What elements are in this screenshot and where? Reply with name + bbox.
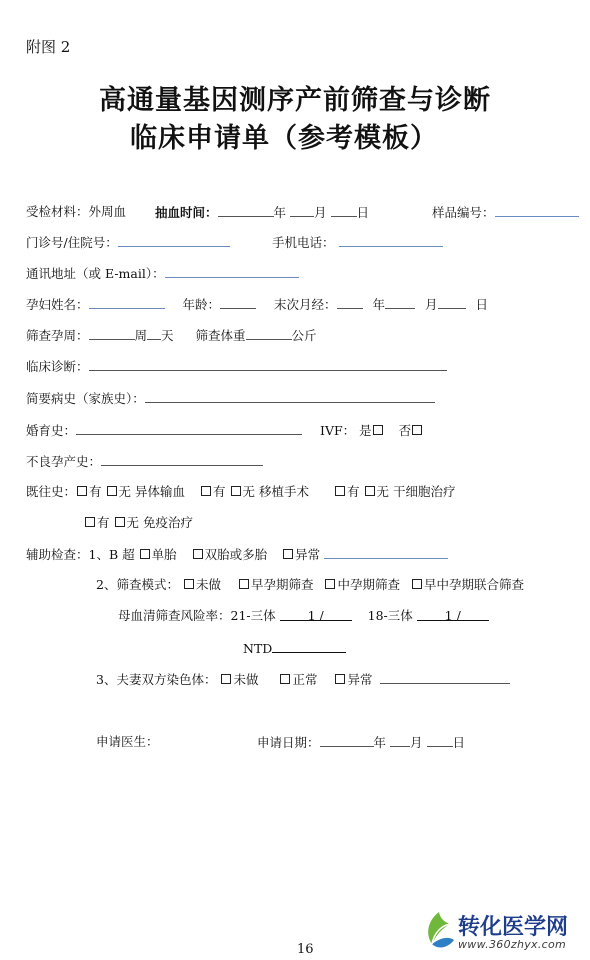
us-abnormal-text: 异常 [295, 547, 321, 562]
name-field[interactable] [89, 296, 165, 309]
clinic-no-field[interactable] [118, 234, 230, 247]
row-marriage [26, 422, 424, 439]
us-abnormal-field[interactable] [324, 546, 448, 559]
transplant-label: 移植手术 [259, 484, 310, 499]
apply-month-unit: 月 [410, 735, 423, 750]
ivf-yes-checkbox[interactable] [373, 425, 383, 435]
apply-year-unit: 年 [373, 735, 387, 750]
draw-year-field[interactable] [218, 204, 274, 217]
ultrasound-label: 1、B 超 [88, 547, 135, 562]
year-unit: 年 [273, 205, 287, 220]
apply-year-field[interactable] [320, 734, 374, 747]
form-title-line1: 高通量基因测序产前筛查与诊断 [99, 85, 491, 116]
ivf-no-text: 否 [398, 423, 412, 438]
clinic-no-label: 门诊号/住院号： [26, 235, 118, 250]
no-text: 无 [126, 515, 140, 530]
row-address [26, 265, 299, 282]
watermark-logo [422, 910, 572, 954]
row-apply-date [257, 734, 465, 751]
lmp-month-unit: 月 [425, 297, 438, 312]
history-field[interactable] [145, 390, 435, 403]
gest-day-field[interactable] [147, 327, 161, 340]
apply-day-unit: 日 [452, 735, 466, 750]
address-label: 通讯地址（或 E-mail）： [26, 266, 165, 281]
diagnosis-field[interactable] [89, 358, 447, 371]
lmp-year-unit: 年 [372, 297, 386, 312]
ivf-no-checkbox[interactable] [412, 425, 422, 435]
marriage-field[interactable] [76, 422, 302, 435]
apply-day-field[interactable] [427, 734, 453, 747]
screen-mid-text: 中孕期筛查 [337, 577, 400, 592]
row-phone [272, 234, 443, 251]
lmp-label: 末次月经： [274, 297, 337, 312]
row-past-history [26, 484, 456, 500]
week-unit: 周 [134, 328, 148, 343]
row-clinic-no [26, 234, 230, 251]
transfusion-no-checkbox[interactable] [107, 486, 117, 496]
transplant-yes-checkbox[interactable] [201, 486, 211, 496]
screen-mid-checkbox[interactable] [325, 579, 335, 589]
draw-time-label: 抽血时间： [155, 205, 218, 220]
adverse-label: 不良孕产史： [26, 454, 102, 469]
karyo-normal-checkbox[interactable] [280, 674, 290, 684]
immuno-no-checkbox[interactable] [115, 517, 125, 527]
history-label: 简要病史（家族史）： [26, 391, 145, 406]
kg-unit: 公斤 [291, 328, 317, 343]
row-diagnosis [26, 358, 447, 375]
transfusion-label: 异体输血 [135, 484, 186, 499]
screen-early-checkbox[interactable] [239, 579, 249, 589]
apply-date-label: 申请日期： [257, 735, 320, 750]
ntd-label: NTD [243, 641, 273, 656]
row-gestation [26, 327, 317, 344]
day-unit: 日 [356, 205, 370, 220]
row-aux-ultrasound [26, 546, 448, 563]
screen-combined-text: 早中孕期联合筛查 [423, 577, 524, 592]
lmp-day-field[interactable] [438, 296, 466, 309]
row-draw-time [155, 204, 369, 221]
screen-notdone-checkbox[interactable] [184, 579, 194, 589]
adverse-field[interactable] [101, 453, 263, 466]
yes-text: 有 [213, 484, 226, 499]
screen-notdone-text: 未做 [195, 577, 221, 592]
immuno-label: 免疫治疗 [143, 515, 194, 530]
t18-field[interactable]: 1 / [417, 608, 489, 621]
weight-label: 筛查体重 [195, 328, 246, 343]
screen-combined-checkbox[interactable] [412, 579, 422, 589]
yes-text: 有 [97, 515, 110, 530]
age-field[interactable] [220, 296, 256, 309]
single-text: 单胎 [151, 547, 177, 562]
ntd-field[interactable] [272, 640, 346, 653]
row-material [26, 204, 126, 220]
transplant-no-checkbox[interactable] [231, 486, 241, 496]
sample-no-field[interactable] [495, 204, 579, 217]
appendix-label: 附图 2 [26, 38, 71, 56]
row-aux-screening [96, 577, 524, 593]
aux-label: 辅助检查： [26, 547, 89, 562]
address-field[interactable] [165, 265, 299, 278]
gest-week-field[interactable] [89, 327, 135, 340]
no-text: 无 [242, 484, 256, 499]
form-title-line2: 临床申请单（参考模板） [130, 123, 438, 154]
karyotype-label: 3、夫妻双方染色体： [96, 672, 217, 687]
material-label: 受检材料：外周血 [26, 204, 127, 219]
day-unit: 天 [161, 328, 174, 343]
ivf-yes-text: 是 [359, 423, 372, 438]
draw-month-field[interactable] [290, 204, 314, 217]
twins-checkbox[interactable] [193, 549, 203, 559]
us-abnormal-checkbox[interactable] [283, 549, 293, 559]
yes-text: 有 [89, 484, 102, 499]
transfusion-yes-checkbox[interactable] [77, 486, 87, 496]
row-past-history-2 [84, 515, 193, 531]
row-sample-no [432, 204, 579, 221]
stemcell-label: 干细胞治疗 [393, 484, 456, 499]
doctor-label: 申请医生： [96, 734, 159, 749]
karyo-notdone-text: 未做 [233, 672, 259, 687]
no-text: 无 [376, 484, 390, 499]
phone-label: 手机电话： [272, 235, 335, 250]
screening-mode-label: 2、筛查模式： [96, 577, 179, 592]
lmp-month-field[interactable] [385, 296, 415, 309]
phone-field[interactable] [339, 234, 443, 247]
name-label: 孕妇姓名： [26, 297, 89, 312]
apply-month-field[interactable] [390, 734, 410, 747]
watermark-url: www.360zhyx.com [458, 938, 567, 951]
t21-field[interactable]: 1 / [280, 608, 352, 621]
stemcell-yes-checkbox[interactable] [335, 486, 345, 496]
gest-week-label: 筛查孕周： [26, 328, 89, 343]
lmp-day-unit: 日 [475, 297, 489, 312]
screen-early-text: 早孕期筛查 [250, 577, 314, 592]
karyo-abnormal-field[interactable] [380, 671, 510, 684]
diagnosis-label: 临床诊断： [26, 359, 89, 374]
lmp-year-field[interactable] [337, 296, 363, 309]
row-aux-risk [118, 608, 489, 624]
single-checkbox[interactable] [140, 549, 150, 559]
row-doctor [96, 734, 159, 750]
t21-label: 21-三体 [230, 608, 276, 623]
past-label: 既往史： [26, 484, 77, 499]
sample-no-label: 样品编号： [432, 205, 495, 220]
watermark-name: 转化医学网 [458, 915, 569, 940]
leaf-logo-icon [422, 910, 456, 950]
karyo-abnormal-checkbox[interactable] [335, 674, 345, 684]
page-number: 16 [297, 942, 314, 957]
row-aux-karyotype [96, 671, 510, 688]
ivf-label: IVF： [320, 423, 356, 438]
stemcell-no-checkbox[interactable] [365, 486, 375, 496]
twins-text: 双胎或多胎 [204, 547, 268, 562]
karyo-abnormal-text: 异常 [347, 672, 373, 687]
row-history [26, 390, 435, 407]
month-unit: 月 [314, 205, 327, 220]
t18-label: 18-三体 [367, 608, 413, 623]
row-adverse [26, 453, 263, 470]
weight-field[interactable] [246, 327, 292, 340]
row-aux-ntd [243, 640, 346, 657]
marriage-label: 婚育史： [26, 423, 77, 438]
risk-label: 母血清筛查风险率： [118, 608, 231, 623]
draw-day-field[interactable] [331, 204, 357, 217]
age-label: 年龄： [182, 297, 221, 312]
karyo-notdone-checkbox[interactable] [221, 674, 231, 684]
row-patient [26, 296, 488, 313]
yes-text: 有 [347, 484, 360, 499]
karyo-normal-text: 正常 [292, 672, 318, 687]
no-text: 无 [118, 484, 132, 499]
immuno-yes-checkbox[interactable] [85, 517, 95, 527]
